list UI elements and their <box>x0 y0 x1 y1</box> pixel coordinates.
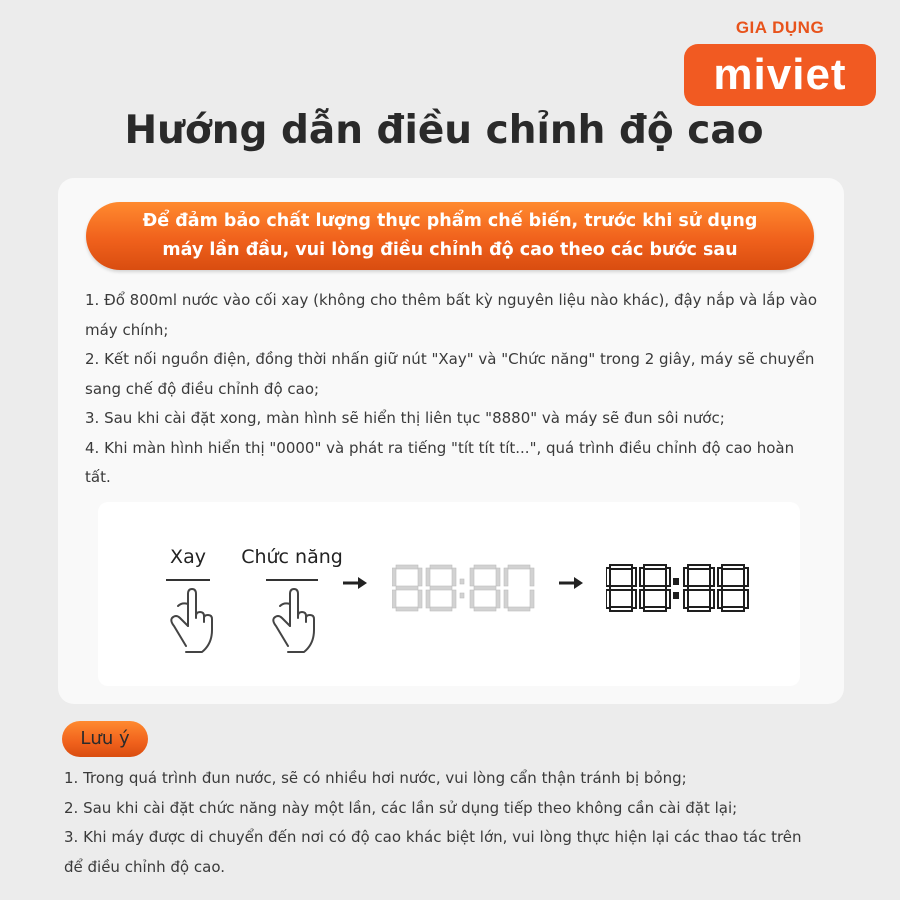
intro-banner <box>86 202 814 270</box>
note-item: 1. Trong quá trình đun nước, sẽ có nhiều hơi nước, vui lòng cẩn thận tránh bị bỏng; <box>64 769 687 787</box>
page-title: Hướng dẫn điều chỉnh độ cao <box>124 108 764 153</box>
step-item: 4. Khi màn hình hiển thị "0000" và phát ra tiếng "tít tít tít...", quá trình điều chỉnh độ cao hoàn tất. <box>85 438 795 486</box>
banner-line-1: Để đảm bảo chất lượng thực phẩm chế biến, trước khi sử dụng <box>142 211 758 231</box>
xay-button-label: Xay <box>170 546 206 568</box>
note-item: 3. Khi máy được di chuyển đến nơi có độ cao khác biệt lớn, vui lòng thực hiện lại các thao tác trên để điều chỉnh độ cao. <box>64 828 802 876</box>
steps-list <box>85 286 820 493</box>
notes-label: Lưu ý <box>62 721 148 757</box>
xay-underline <box>166 579 210 581</box>
function-underline <box>266 579 318 581</box>
arrow-right-icon <box>342 576 368 590</box>
step-item: 3. Sau khi cài đặt xong, màn hình sẽ hiển thị liên tục "8880" và máy sẽ đun sôi nước; <box>85 409 725 427</box>
step-item: 2. Kết nối nguồn điện, đồng thời nhấn giữ nút "Xay" và "Chức năng" trong 2 giây, máy sẽ chuyển sang chế độ điều chỉnh độ cao; <box>85 350 815 398</box>
step-item: 1. Đổ 800ml nước vào cối xay (không cho thêm bất kỳ nguyên liệu nào khác), đậy nắp và lắp vào máy chính; <box>85 291 818 339</box>
banner-line-2: máy lần đầu, vui lòng điều chỉnh độ cao theo các bước sau <box>162 240 738 260</box>
instructions-card <box>58 178 844 704</box>
pointing-hand-icon <box>158 586 228 656</box>
brand-tagline: GIA DỤNG <box>735 18 825 37</box>
seven-segment-display-icon <box>606 564 752 612</box>
procedure-diagram <box>98 502 800 686</box>
seven-segment-display-icon <box>392 564 538 612</box>
arrow-right-icon <box>558 576 584 590</box>
pointing-hand-icon <box>260 586 330 656</box>
brand-name: miviet <box>684 44 876 106</box>
function-button-label: Chức năng <box>241 546 343 568</box>
notes-list <box>64 764 864 882</box>
brand-logo <box>684 18 876 108</box>
note-item: 2. Sau khi cài đặt chức năng này một lần, các lần sử dụng tiếp theo không cần cài đặt lại; <box>64 798 738 817</box>
